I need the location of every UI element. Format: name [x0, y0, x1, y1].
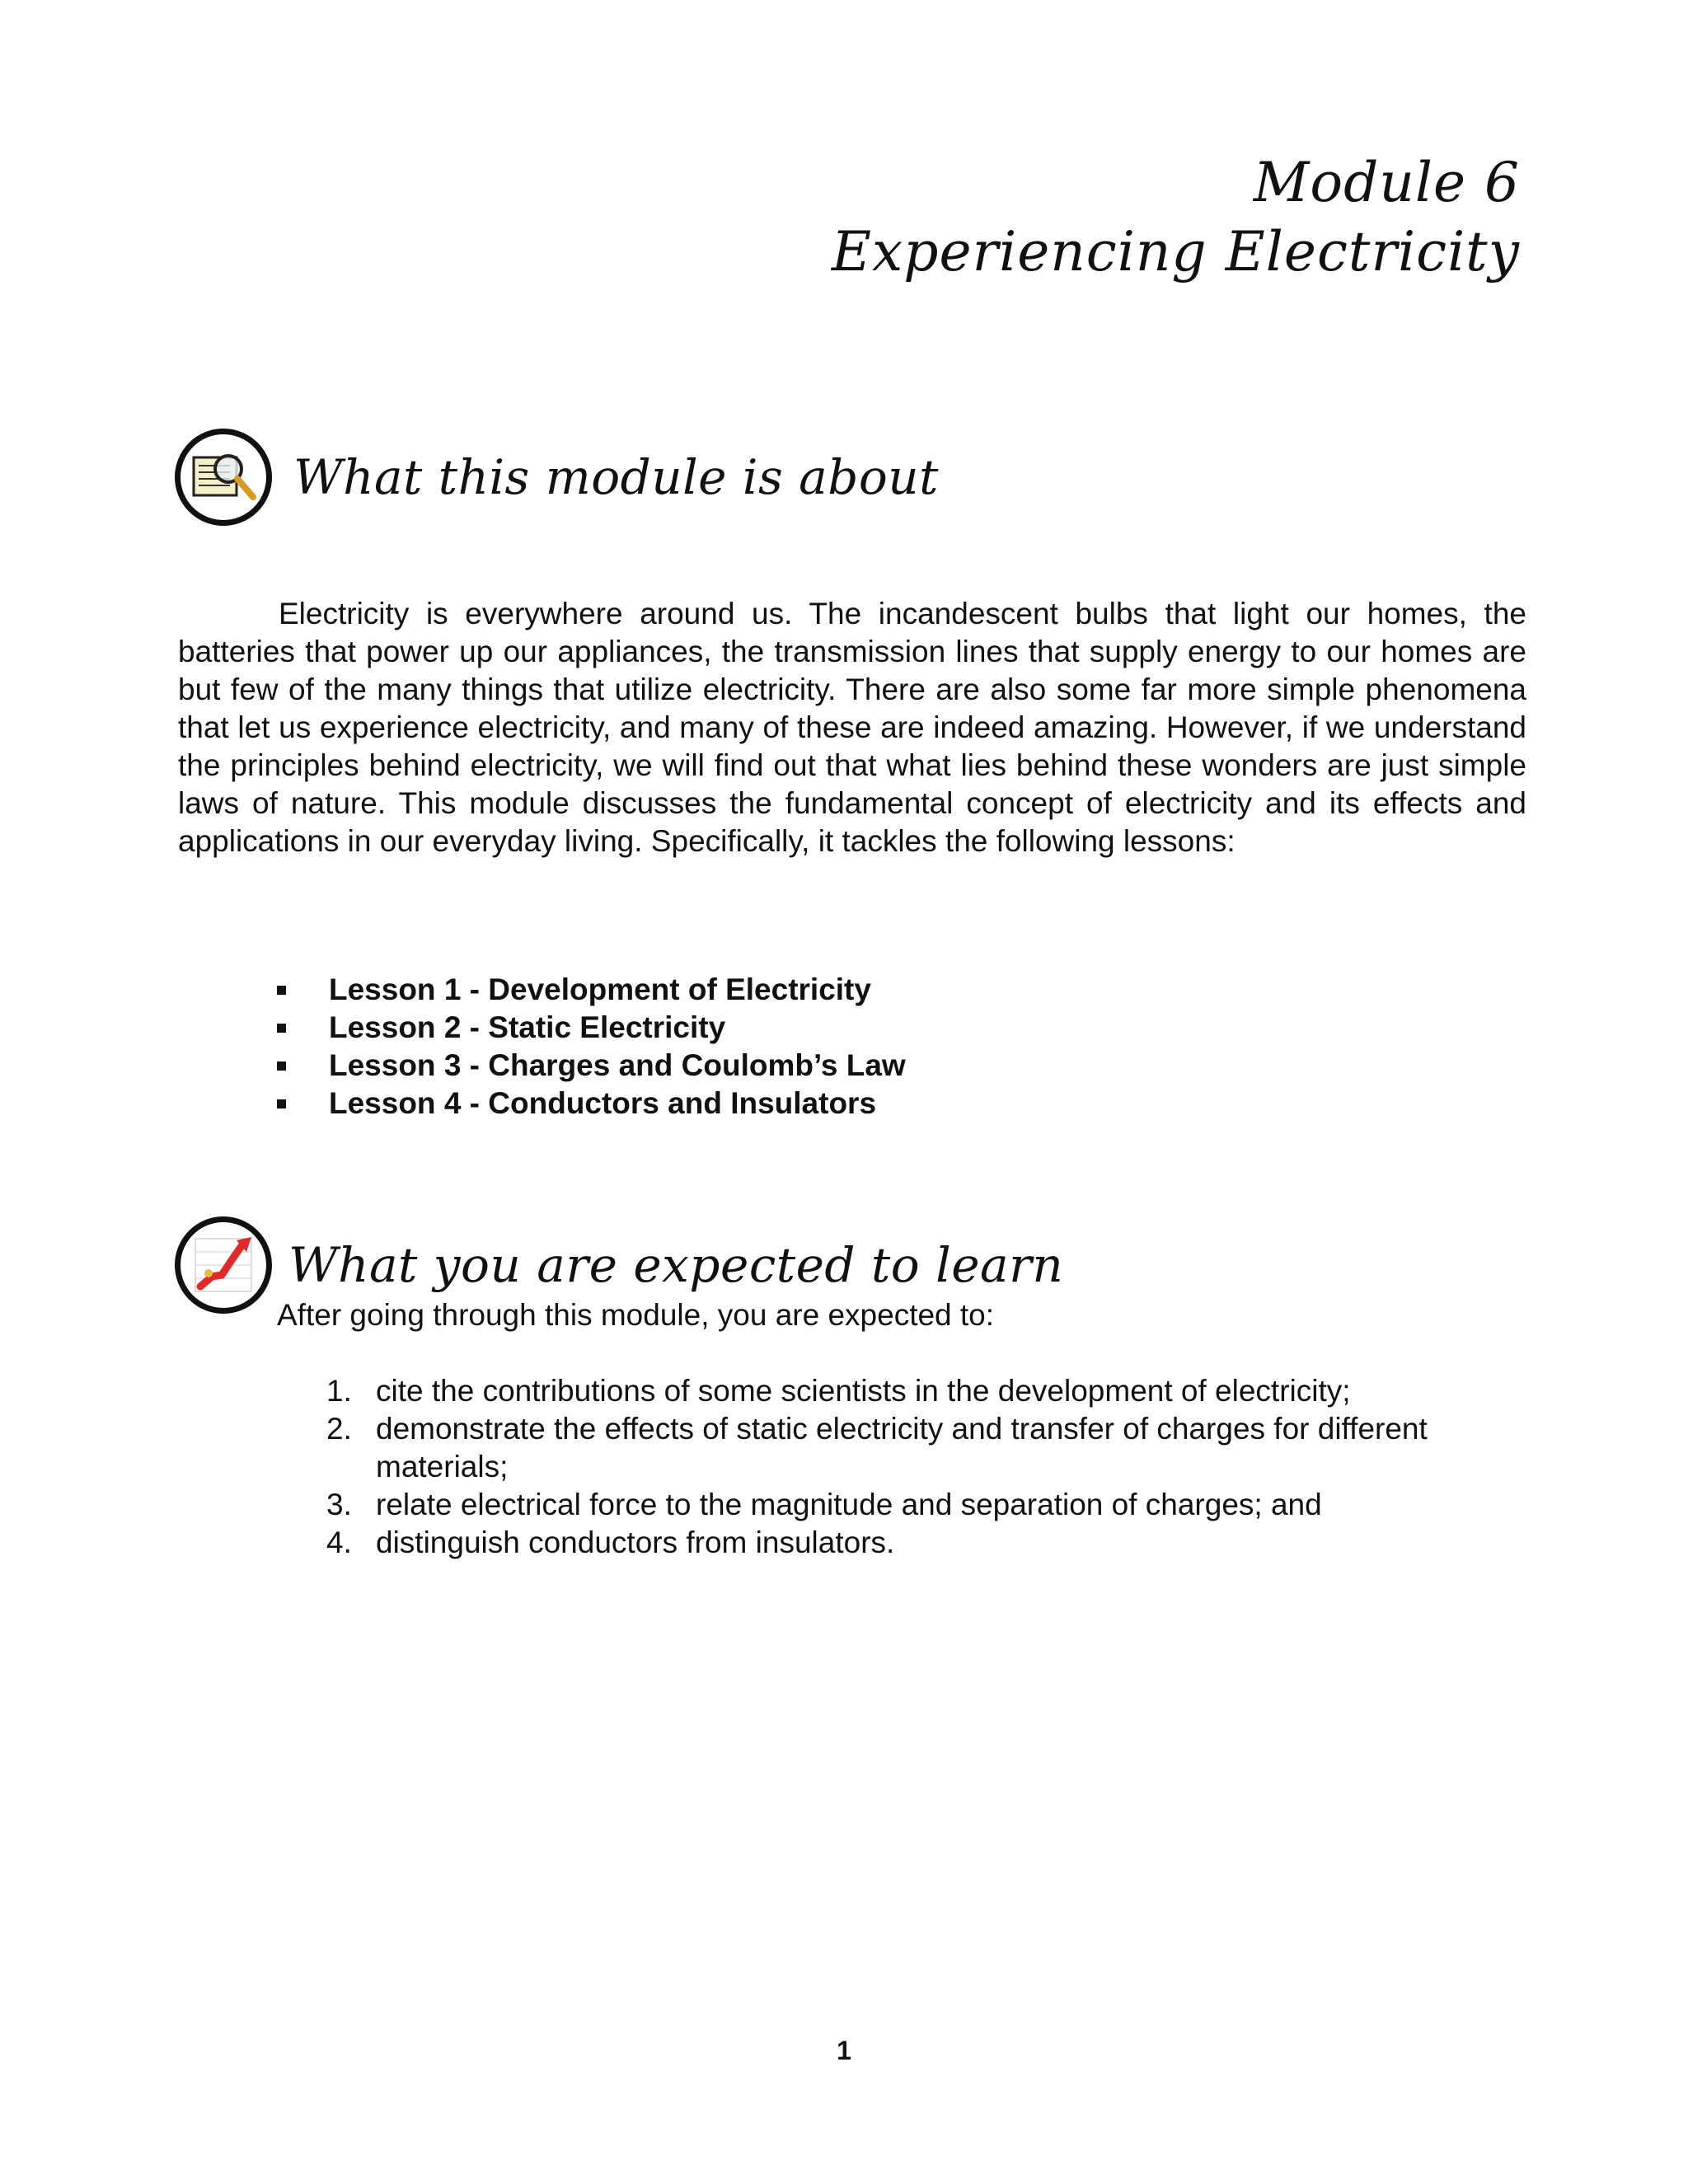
- page-number: 1: [837, 2036, 851, 2065]
- objective-text: cite the contributions of some scientists in the development of electricity;: [376, 1374, 1351, 1408]
- lesson-label: Lesson 1 - Development of Electricity: [329, 972, 871, 1006]
- square-bullet-icon: [277, 986, 286, 995]
- module-title: [832, 148, 1520, 287]
- list-item: [277, 1085, 906, 1122]
- list-item: [326, 1372, 1522, 1410]
- list-item: [326, 1524, 1522, 1562]
- about-section-header: [175, 429, 939, 526]
- item-number: 4.: [326, 1526, 352, 1559]
- about-paragraph: Electricity is everywhere around us. The incandescent bulbs that light our homes, the batteries that power up our appliances, the transmission lines that supply energy to our homes are but few of the many things that utilize electricity. There are also some far more simple phenomena that let us experience electricity, and many of these are indeed amazing. However, if we understand the principles behind electricity, we will find out that what lies behind these wonders are just simple laws of nature. This module discusses the fundamental concept of electricity and its effects and applications in our everyday living. Specifically, it tackles the following lessons:: [178, 597, 1526, 858]
- expected-intro: After going through this module, you are expected to:: [277, 1298, 995, 1332]
- list-item: [277, 971, 906, 1009]
- objective-list: [326, 1372, 1522, 1562]
- about-heading: What this module is about: [293, 449, 939, 505]
- item-number: 1.: [326, 1374, 352, 1408]
- list-item: [277, 1047, 906, 1085]
- objective-text: demonstrate the effects of static electricity and transfer of charges for different materials;: [376, 1412, 1428, 1483]
- list-item: [326, 1486, 1522, 1524]
- learn-heading: What you are expected to learn: [288, 1237, 1064, 1293]
- list-item: [277, 1009, 906, 1047]
- item-number: 3.: [326, 1488, 352, 1521]
- rising-chart-icon: [175, 1216, 272, 1314]
- list-item: [326, 1410, 1522, 1486]
- item-number: 2.: [326, 1412, 352, 1446]
- lesson-list: [277, 971, 906, 1122]
- square-bullet-icon: [277, 1099, 286, 1108]
- lesson-label: Lesson 4 - Conductors and Insulators: [329, 1086, 877, 1120]
- lesson-label: Lesson 2 - Static Electricity: [329, 1010, 726, 1044]
- lesson-label: Lesson 3 - Charges and Coulomb’s Law: [329, 1048, 906, 1082]
- objective-text: relate electrical force to the magnitude and separation of charges; and: [376, 1488, 1322, 1521]
- square-bullet-icon: [277, 1024, 286, 1033]
- module-number: Module 6: [1253, 151, 1520, 214]
- square-bullet-icon: [277, 1062, 286, 1071]
- module-name: Experiencing Electricity: [831, 220, 1520, 284]
- magnifier-document-icon: [175, 429, 272, 526]
- objective-text: distinguish conductors from insulators.: [376, 1526, 895, 1559]
